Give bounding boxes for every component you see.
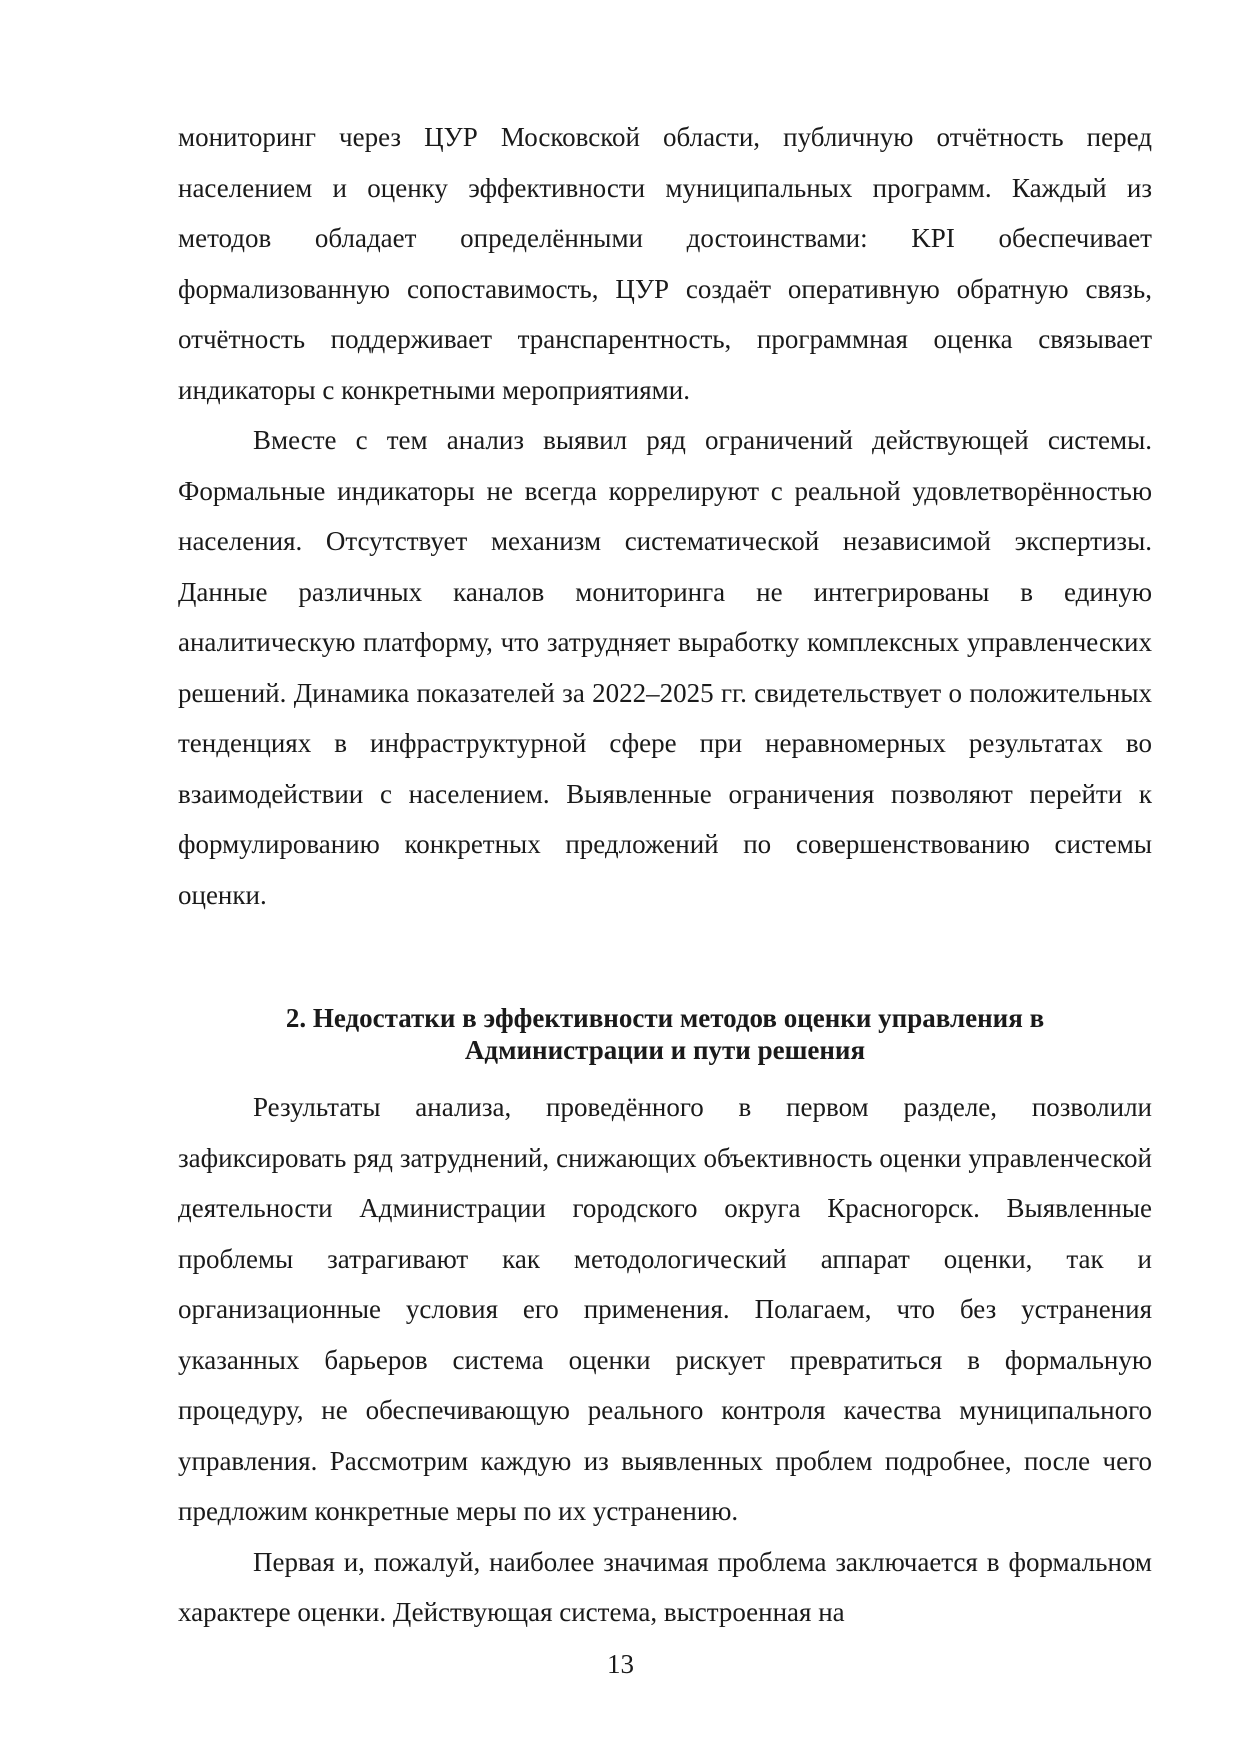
paragraph-results: Результаты анализа, проведённого в первом разделе, позволили зафиксировать ряд затруднений, снижающих объективность оценки управленческой деятельности Администрации городского округа Красногорск. Выявленные проблемы затрагивают как методологический аппарат оценки, так и организационные условия его применения. Полагаем, что без устранения указанных барьеров система оценки рискует превратиться в формальную процедуру, не обеспечивающую реального контроля качества муниципального управления. Рассмотрим каждую из выявленных проблем подробнее, после чего предложим конкретные меры по их устранению. [178, 1092, 1152, 1526]
section-heading-line2: Администрации и пути решения [464, 1035, 866, 1065]
section-heading [178, 1002, 1152, 1066]
page-number: 13 [607, 1649, 634, 1679]
text-block-top [178, 112, 1152, 920]
section-heading-line1: 2. Недостатки в эффективности методов оценки управления в [285, 1003, 1045, 1033]
paragraph-limitations: Вместе с тем анализ выявил ряд ограничений действующей системы. Формальные индикаторы не всегда коррелируют с реальной удовлетворённостью населения. Отсутствует механизм систематической независимой экспертизы. Данные различных каналов мониторинга не интегрированы в единую аналитическую платформу, что затрудняет выработку комплексных управленческих решений. Динамика показателей за 2022–2025 гг. свидетельствует о положительных тенденциях в инфраструктурной сфере при неравномерных результатах во взаимодействии с населением. Выявленные ограничения позволяют перейти к формулированию конкретных предложений по совершенствованию системы оценки. [178, 425, 1152, 910]
paragraph-first-problem: Первая и, пожалуй, наиболее значимая проблема заключается в формальном характере оценки. Действующая система, выстроенная на [178, 1546, 1152, 1627]
paragraph-continuation: мониторинг через ЦУР Московской области, публичную отчётность перед населением и оценку эффективности муниципальных программ. Каждый из методов обладает определёнными достоинствами: KPI обеспечивает формализованную сопоставимость, ЦУР создаёт оперативную обратную связь, отчётность поддерживает транспарентность, программная оценка связывает индикаторы с конкретными мероприятиями. [178, 122, 1152, 405]
text-block-section [178, 1082, 1152, 1638]
